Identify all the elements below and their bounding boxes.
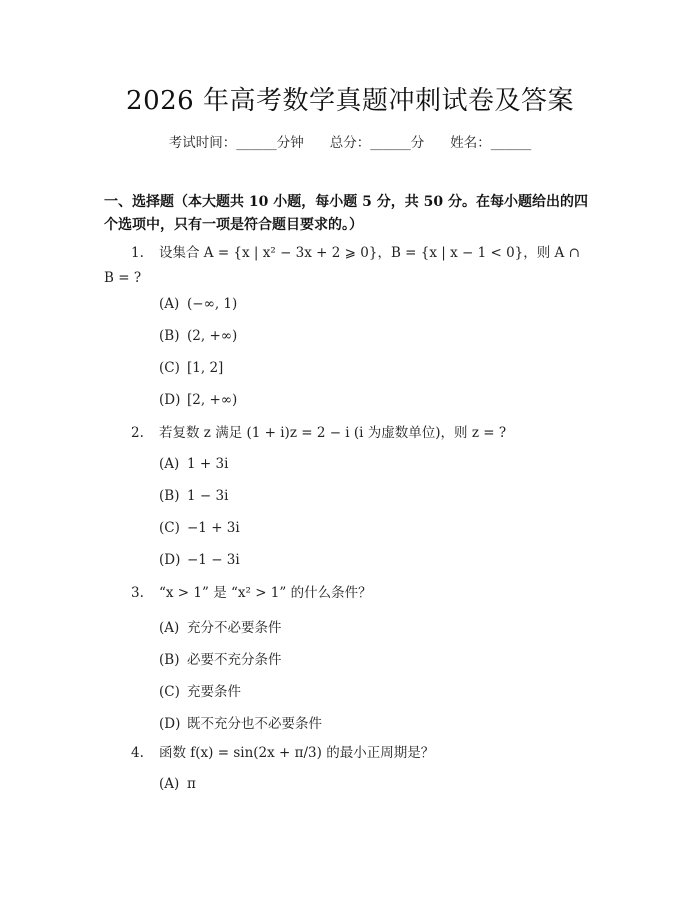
option-c: (C) [1, 2] <box>159 360 224 376</box>
option-a: (A) (−∞, 1) <box>159 296 238 312</box>
page-title: 2026 年高考数学真题冲刺试卷及答案 <box>126 86 574 116</box>
question-stem: 若复数 z 满足 (1 + i)z = 2 − i (i 为虚数单位)，则 z = ? <box>159 425 507 441</box>
option-d: (D) −1 − 3i <box>159 552 240 568</box>
option-b: (B) 必要不充分条件 <box>159 652 282 668</box>
option-d: (D) 既不充分也不必要条件 <box>159 716 322 732</box>
name-field: 姓名：______ <box>450 135 532 151</box>
question-stem: “x > 1” 是 “x² > 1” 的什么条件？ <box>159 585 372 601</box>
option-c: (C) 充要条件 <box>159 684 241 700</box>
option-b: (B) (2, +∞) <box>159 328 238 344</box>
option-a: (A) 1 + 3i <box>159 456 229 472</box>
option-a: (A) 充分不必要条件 <box>159 620 282 636</box>
question-number: 2. <box>131 425 144 441</box>
total-score-field: 总分：______分 <box>329 135 425 151</box>
exam-meta <box>0 131 700 151</box>
question-1 <box>131 241 591 266</box>
question-number: 3. <box>131 585 144 601</box>
question-stem: 设集合 A = {x | x² − 3x + 2 ⩾ 0}，B = {x | x − 1 < 0}，则 A ∩ <box>159 245 580 261</box>
question-1-stem-continued: B = ? <box>104 270 142 286</box>
exam-time-field: 考试时间：______分钟 <box>168 135 304 151</box>
option-c: (C) −1 + 3i <box>159 520 240 536</box>
question-4 <box>131 741 591 766</box>
question-2 <box>131 421 591 446</box>
section-heading: 一、选择题（本大题共 10 小题，每小题 5 分，共 50 分。在每小题给出的四个选项中，只有一项是符合题目要求的。） <box>104 194 588 233</box>
option-d: (D) [2, +∞) <box>159 392 238 408</box>
option-b: (B) 1 − 3i <box>159 488 229 504</box>
question-3 <box>131 581 591 606</box>
question-number: 1. <box>131 245 144 261</box>
option-a: (A) π <box>159 776 196 792</box>
question-stem: 函数 f(x) = sin(2x + π/3) 的最小正周期是？ <box>159 745 435 761</box>
question-number: 4. <box>131 745 144 761</box>
